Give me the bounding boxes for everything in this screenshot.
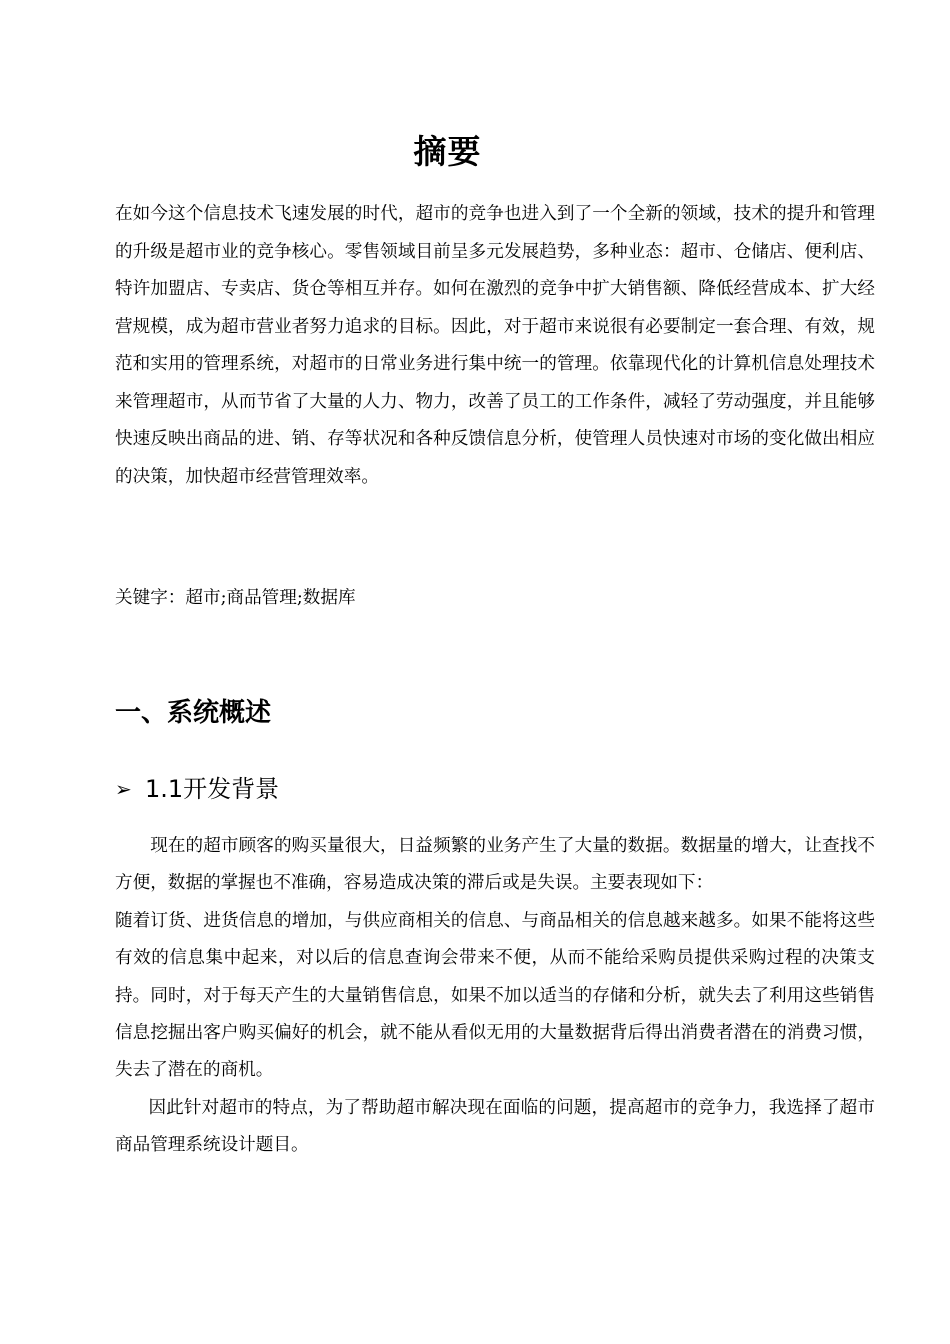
- section-body: [115, 828, 875, 1165]
- keywords-line: 关键字：超市;商品管理;数据库: [115, 588, 356, 608]
- body-paragraph: 因此针对超市的特点，为了帮助超市解决现在面临的问题，提高超市的竞争力，我选择了超市商品管理系统设计题目。: [115, 1097, 875, 1156]
- subsection-heading: [115, 768, 875, 810]
- abstract-body: 在如今这个信息技术飞速发展的时代，超市的竞争也进入到了一个全新的领域，技术的提升和管理的升级是超市业的竞争核心。零售领域目前呈多元发展趋势，多种业态：超市、仓储店、便利店、特许加盟店、专卖店、货仓等相互并存。如何在激烈的竞争中扩大销售额、降低经营成本、扩大经营规模，成为超市营业者努力追求的目标。因此，对于超市来说很有必要制定一套合理、有效，规范和实用的管理系统，对超市的日常业务进行集中统一的管理。依靠现代化的计算机信息处理技术来管理超市，从而节省了大量的人力、物力，改善了员工的工作条件，减轻了劳动强度，并且能够快速反映出商品的进、销、存等状况和各种反馈信息分析，使管理人员快速对市场的变化做出相应的决策，加快超市经营管理效率。: [115, 204, 875, 487]
- body-paragraph: 现在的超市顾客的购买量很大，日益频繁的业务产生了大量的数据。数据量的增大，让查找不方便，数据的掌握也不准确，容易造成决策的滞后或是失误。主要表现如下：: [115, 836, 875, 894]
- body-paragraph: 随着订货、进货信息的增加，与供应商相关的信息、与商品相关的信息越来越多。如果不能将这些有效的信息集中起来，对以后的信息查询会带来不便，从而不能给采购员提供采购过程的决策支持。同时，对于每天产生的大量销售信息，如果不加以适当的存储和分析，就失去了利用这些销售信息挖掘出客户购买偏好的机会，就不能从看似无用的大量数据背后得出消费者潜在的消费习惯，失去了潜在的商机。: [115, 910, 875, 1081]
- subsection-heading-text: 1.1开发背景: [145, 775, 280, 803]
- arrow-bullet-icon: ➢: [115, 777, 132, 801]
- section-heading: 一、系统概述: [115, 698, 272, 728]
- abstract-title: 摘要: [413, 132, 482, 171]
